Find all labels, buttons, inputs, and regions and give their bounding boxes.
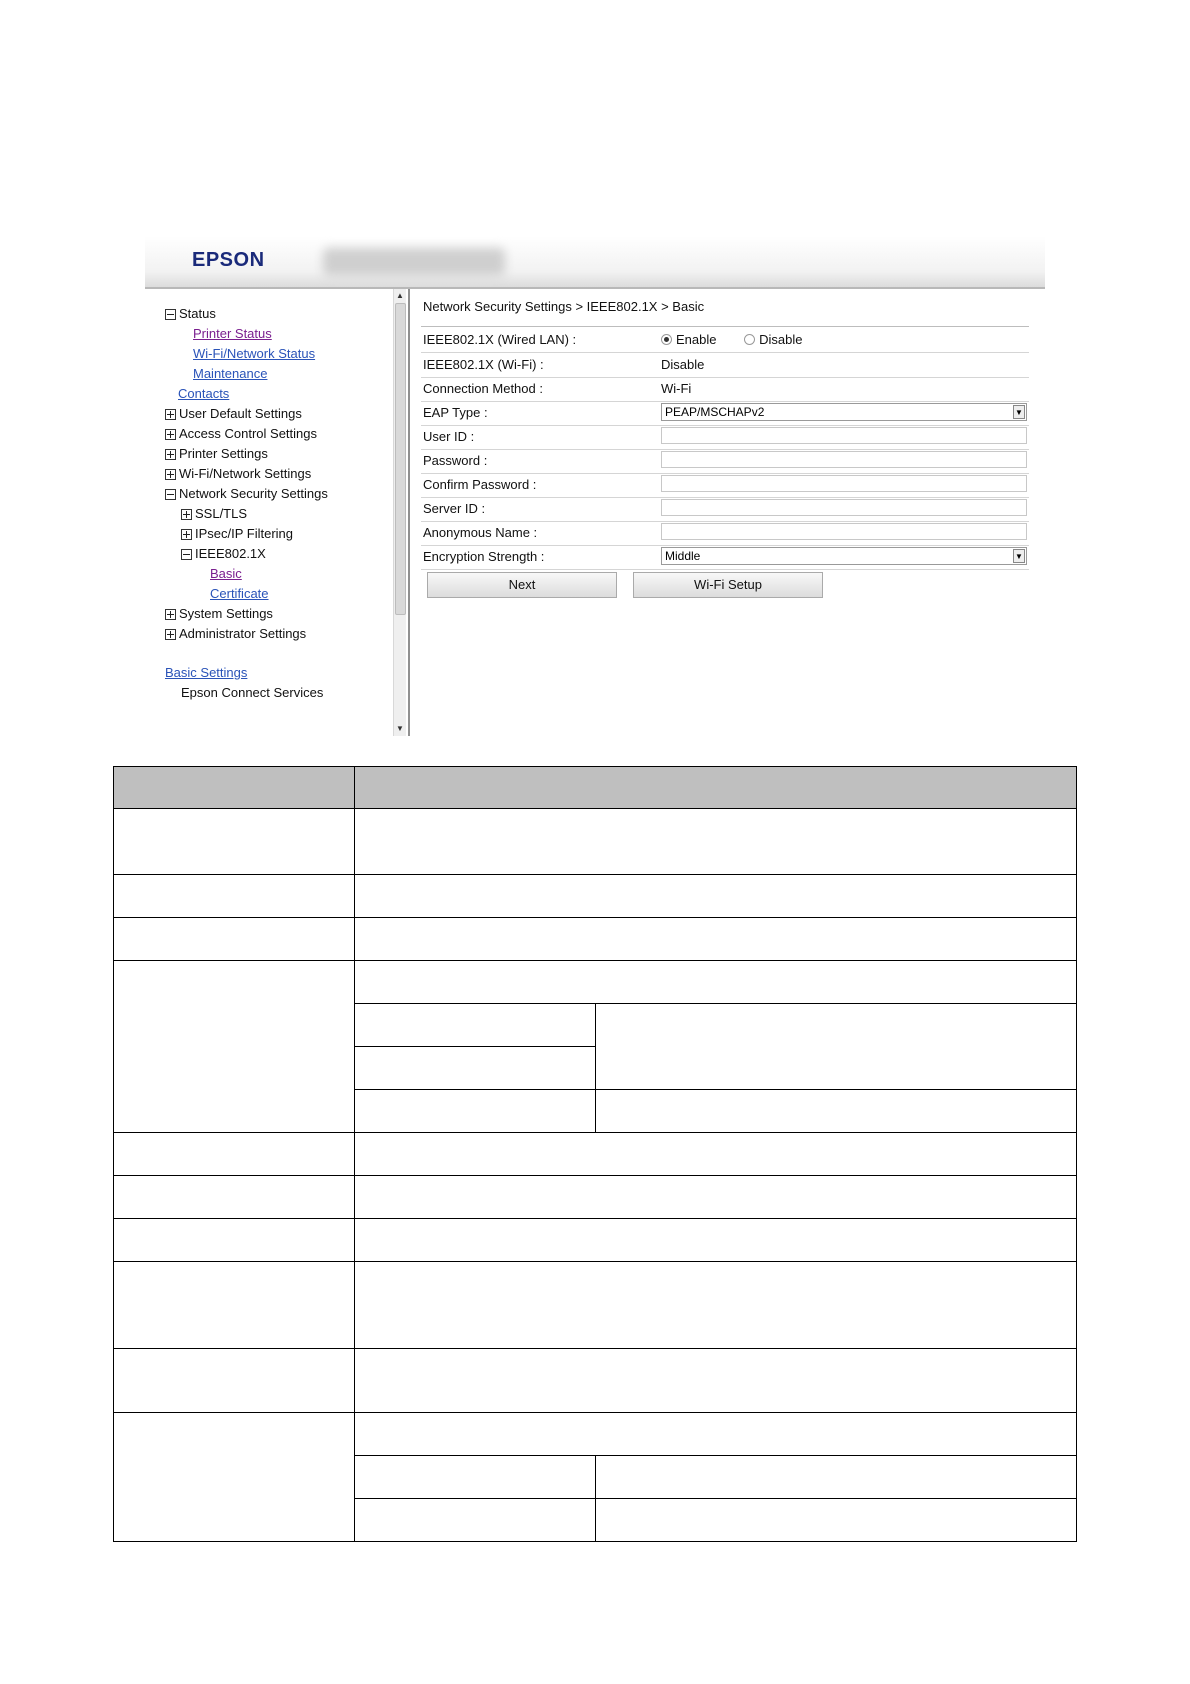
row-wired-lan: IEEE802.1X (Wired LAN) : Enable Disable bbox=[421, 326, 1029, 353]
table-cell bbox=[114, 961, 355, 1133]
row-server-id: Server ID : bbox=[421, 496, 1029, 522]
anonymous-name-field[interactable] bbox=[661, 523, 1027, 540]
table-cell bbox=[114, 918, 355, 961]
dropdown-arrow-icon[interactable]: ▼ bbox=[1013, 405, 1025, 419]
pane-divider bbox=[408, 289, 410, 736]
sidebar-item-wifi-network-settings[interactable]: Wi-Fi/Network Settings bbox=[165, 466, 311, 482]
expand-icon[interactable] bbox=[181, 529, 192, 540]
header-bar bbox=[145, 236, 1045, 289]
table-cell bbox=[355, 1047, 596, 1090]
scroll-up-arrow-icon[interactable]: ▲ bbox=[396, 291, 404, 300]
collapse-icon[interactable] bbox=[181, 549, 192, 560]
sidebar-item-ieee8021x[interactable]: IEEE802.1X bbox=[181, 546, 266, 562]
table-row bbox=[114, 1133, 1077, 1176]
sidebar-scrollbar[interactable] bbox=[393, 289, 406, 736]
eap-type-select[interactable]: PEAP/MSCHAPv2 ▼ bbox=[661, 403, 1027, 421]
sidebar-item-access-control-settings[interactable]: Access Control Settings bbox=[165, 426, 317, 442]
row-eap-type: EAP Type : PEAP/MSCHAPv2 ▼ bbox=[421, 400, 1029, 426]
table-cell bbox=[114, 875, 355, 918]
table-cell bbox=[355, 961, 1077, 1004]
encryption-strength-select[interactable]: Middle ▼ bbox=[661, 547, 1027, 565]
table-row bbox=[114, 1176, 1077, 1219]
table-cell bbox=[355, 918, 1077, 961]
server-id-field[interactable] bbox=[661, 499, 1027, 516]
scroll-thumb[interactable] bbox=[395, 303, 406, 615]
table-row bbox=[114, 918, 1077, 961]
web-config-screenshot bbox=[145, 236, 1045, 736]
sidebar-item-basic[interactable]: Basic bbox=[210, 566, 242, 581]
wired-lan-radio-group bbox=[661, 332, 802, 347]
user-id-field[interactable] bbox=[661, 427, 1027, 444]
table-cell bbox=[355, 1349, 1077, 1413]
table-row bbox=[114, 1262, 1077, 1349]
row-encryption-strength: Encryption Strength : Middle ▼ bbox=[421, 544, 1029, 570]
table-cell bbox=[355, 1133, 1077, 1176]
table-row bbox=[114, 809, 1077, 875]
table-row bbox=[114, 1413, 1077, 1456]
table-cell bbox=[355, 1456, 596, 1499]
sidebar-item-certificate[interactable]: Certificate bbox=[210, 586, 269, 601]
radio-checked-icon[interactable] bbox=[661, 334, 672, 345]
table-cell bbox=[355, 1413, 1077, 1456]
sidebar-item-system-settings[interactable]: System Settings bbox=[165, 606, 273, 622]
table-row bbox=[114, 961, 1077, 1004]
table-cell bbox=[114, 809, 355, 875]
row-connection-method: Connection Method : Wi-Fi bbox=[421, 376, 1029, 402]
row-anonymous-name: Anonymous Name : bbox=[421, 520, 1029, 546]
sidebar-item-wifi-network-status[interactable]: Wi-Fi/Network Status bbox=[193, 346, 316, 361]
sidebar-item-administrator-settings[interactable]: Administrator Settings bbox=[165, 626, 306, 642]
row-wifi: IEEE802.1X (Wi-Fi) : Disable bbox=[421, 352, 1029, 378]
button-bar bbox=[411, 572, 1045, 602]
table-cell bbox=[596, 1090, 1077, 1133]
password-field[interactable] bbox=[661, 451, 1027, 468]
expand-icon[interactable] bbox=[165, 609, 176, 620]
sidebar-item-printer-settings[interactable]: Printer Settings bbox=[165, 446, 268, 462]
table-header-cell bbox=[355, 767, 1077, 809]
table-cell bbox=[114, 1133, 355, 1176]
table-cell bbox=[596, 1004, 1077, 1090]
table-cell bbox=[114, 1413, 355, 1542]
table-cell bbox=[355, 1004, 596, 1047]
table-cell bbox=[114, 1219, 355, 1262]
radio-unchecked-icon[interactable] bbox=[744, 334, 755, 345]
blurred-printer-name bbox=[323, 248, 505, 276]
row-password: Password : bbox=[421, 448, 1029, 474]
radio-enable[interactable]: Enable bbox=[661, 332, 716, 347]
table-row bbox=[114, 1219, 1077, 1262]
sidebar-item-status[interactable]: Status bbox=[165, 306, 216, 322]
sidebar-item-basic-settings[interactable]: Basic Settings bbox=[165, 665, 248, 680]
table-cell bbox=[355, 1090, 596, 1133]
sidebar-item-ipsec-ip-filtering[interactable]: IPsec/IP Filtering bbox=[181, 526, 293, 542]
collapse-icon[interactable] bbox=[165, 309, 176, 320]
table-cell bbox=[355, 1499, 596, 1542]
table-cell bbox=[596, 1499, 1077, 1542]
table-cell bbox=[114, 1349, 355, 1413]
expand-icon[interactable] bbox=[165, 469, 176, 480]
table-cell bbox=[355, 1176, 1077, 1219]
sidebar-item-epson-connect-services[interactable]: Epson Connect Services bbox=[181, 685, 324, 700]
scroll-down-arrow-icon[interactable]: ▼ bbox=[396, 724, 404, 733]
expand-icon[interactable] bbox=[181, 509, 192, 520]
table-row bbox=[114, 1349, 1077, 1413]
expand-icon[interactable] bbox=[165, 449, 176, 460]
table-header-row bbox=[114, 767, 1077, 809]
table-cell bbox=[114, 1176, 355, 1219]
row-user-id: User ID : bbox=[421, 424, 1029, 450]
table-cell bbox=[355, 1262, 1077, 1349]
table-cell bbox=[596, 1456, 1077, 1499]
collapse-icon[interactable] bbox=[165, 489, 176, 500]
expand-icon[interactable] bbox=[165, 629, 176, 640]
table-cell bbox=[355, 809, 1077, 875]
epson-logo: EPSON bbox=[192, 249, 265, 271]
sidebar-item-printer-status[interactable]: Printer Status bbox=[193, 326, 272, 341]
sidebar-nav bbox=[145, 289, 377, 736]
next-button[interactable]: Next bbox=[427, 572, 617, 598]
expand-icon[interactable] bbox=[165, 429, 176, 440]
dropdown-arrow-icon[interactable]: ▼ bbox=[1013, 549, 1025, 563]
settings-table bbox=[113, 766, 1077, 1542]
table-cell bbox=[355, 875, 1077, 918]
wifi-setup-button[interactable]: Wi-Fi Setup bbox=[633, 572, 823, 598]
sidebar-item-contacts[interactable]: Contacts bbox=[178, 386, 230, 401]
sidebar-item-user-default-settings[interactable]: User Default Settings bbox=[165, 406, 302, 422]
main-content bbox=[411, 289, 1045, 736]
sidebar-item-network-security-settings[interactable]: Network Security Settings bbox=[165, 486, 328, 502]
table-cell bbox=[355, 1219, 1077, 1262]
table-row bbox=[114, 875, 1077, 918]
breadcrumb: Network Security Settings > IEEE802.1X > Basic bbox=[423, 299, 705, 314]
table-header-cell bbox=[114, 767, 355, 809]
row-confirm-password: Confirm Password : bbox=[421, 472, 1029, 498]
table-cell bbox=[114, 1262, 355, 1349]
sidebar-item-maintenance[interactable]: Maintenance bbox=[193, 366, 268, 381]
confirm-password-field[interactable] bbox=[661, 475, 1027, 492]
radio-disable[interactable]: Disable bbox=[744, 332, 802, 347]
expand-icon[interactable] bbox=[165, 409, 176, 420]
sidebar-item-ssl-tls[interactable]: SSL/TLS bbox=[181, 506, 247, 522]
